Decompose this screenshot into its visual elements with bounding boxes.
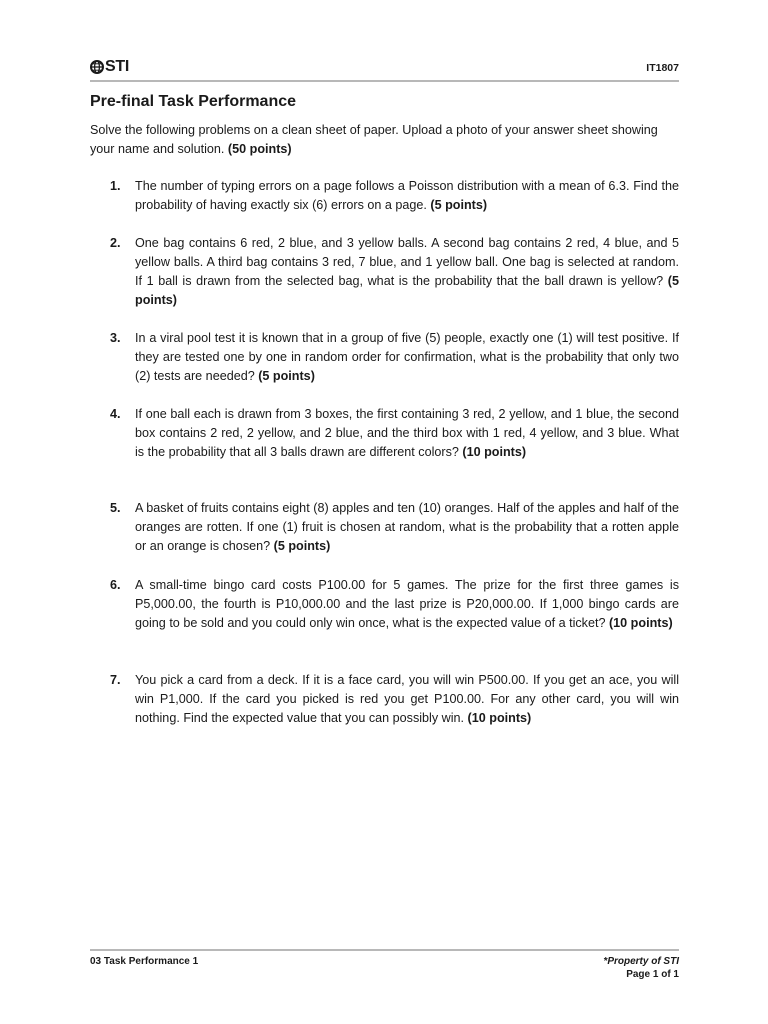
problem-body: A basket of fruits contains eight (8) apples and ten (10) oranges. Half of the apples and half of the oranges are rotten. If one (1) fruit is chosen at random, what is the probability that a rotten apple or an orange is chosen? (135, 501, 679, 553)
footer-document-name: 03 Task Performance 1 (90, 956, 199, 967)
problem-number: 1. (110, 179, 121, 193)
instructions-text: Solve the following problems on a clean sheet of paper. Upload a photo of your answer sheet showing your name and solution. (90, 123, 658, 156)
problem-text (135, 405, 679, 462)
footer-page-number: Page 1 of 1 (626, 969, 679, 980)
instructions-points: (50 points) (227, 142, 292, 156)
footer-divider (90, 949, 679, 951)
problem-points: (10 points) (467, 711, 532, 725)
problem-text (135, 671, 679, 728)
problem-text (135, 329, 679, 386)
problem-number: 4. (110, 407, 121, 421)
footer-property: *Property of STI (603, 956, 679, 967)
problem-number: 6. (110, 578, 121, 592)
problem-number: 5. (110, 501, 121, 515)
problem-points: (5 points) (273, 539, 331, 553)
problem-body: In a viral pool test it is known that in a group of five (5) people, exactly one (1) will test positive. If they are tested one by one in random order for confirmation, what is the probability that only two (2) tests are needed? (135, 331, 679, 383)
problem-3 (110, 329, 679, 386)
page-header (90, 56, 679, 80)
problem-text (135, 177, 679, 215)
problem-5 (110, 499, 679, 556)
problem-7 (110, 671, 679, 728)
problem-number: 7. (110, 673, 121, 687)
page-title: Pre-final Task Performance (90, 93, 297, 110)
problem-points: (10 points) (608, 616, 673, 630)
logo-text: STI (105, 58, 129, 75)
footer-right (603, 955, 679, 981)
document-code: IT1807 (646, 62, 679, 74)
header-divider (90, 80, 679, 82)
problem-4 (110, 405, 679, 462)
problem-points: (10 points) (462, 445, 527, 459)
problem-points: (5 points) (258, 369, 315, 383)
problem-body: The number of typing errors on a page follows a Poisson distribution with a mean of 6.3. Find the probability of having exactly six (6) errors on a page. (135, 179, 679, 212)
problem-6 (110, 576, 679, 633)
problem-1 (110, 177, 679, 215)
problem-number: 3. (110, 331, 121, 345)
sti-logo (90, 56, 129, 78)
problem-points: (5 points) (135, 274, 679, 307)
instructions (90, 121, 679, 159)
globe-icon (90, 59, 104, 75)
problem-text (135, 499, 679, 556)
problem-points: (5 points) (430, 198, 488, 212)
problem-2 (110, 234, 679, 310)
problem-body: A small-time bingo card costs P100.00 for 5 games. The prize for the first three games is P5,000.00, the fourth is P10,000.00 and the last prize is P20,000.00. If 1,000 bingo cards are going to be sold and you could only win once, what is the expected value of a ticket? (135, 578, 679, 630)
problem-body: If one ball each is drawn from 3 boxes, the first containing 3 red, 2 yellow, and 1 blue, the second box contains 2 red, 2 yellow, and 2 blue, and the third box with 1 red, 4 yellow, and 3 blue. What is the probability that all 3 balls drawn are different colors? (135, 407, 679, 459)
problem-body: One bag contains 6 red, 2 blue, and 3 yellow balls. A second bag contains 2 red, 4 blue, and 5 yellow balls. A third bag contains 3 red, 7 blue, and 1 yellow ball. One bag is selected at random. If 1 ball is drawn from the selected bag, what is the probability that the ball drawn is yellow? (135, 236, 679, 288)
problem-text (135, 576, 679, 633)
problem-text (135, 234, 679, 310)
problem-body: You pick a card from a deck. If it is a face card, you will win P500.00. If you get an ace, you will win P1,000. If the card you picked is red you get P100.00. For any other card, you will win nothing. Find the expected value that you can possibly win. (135, 673, 679, 725)
problem-number: 2. (110, 236, 121, 250)
